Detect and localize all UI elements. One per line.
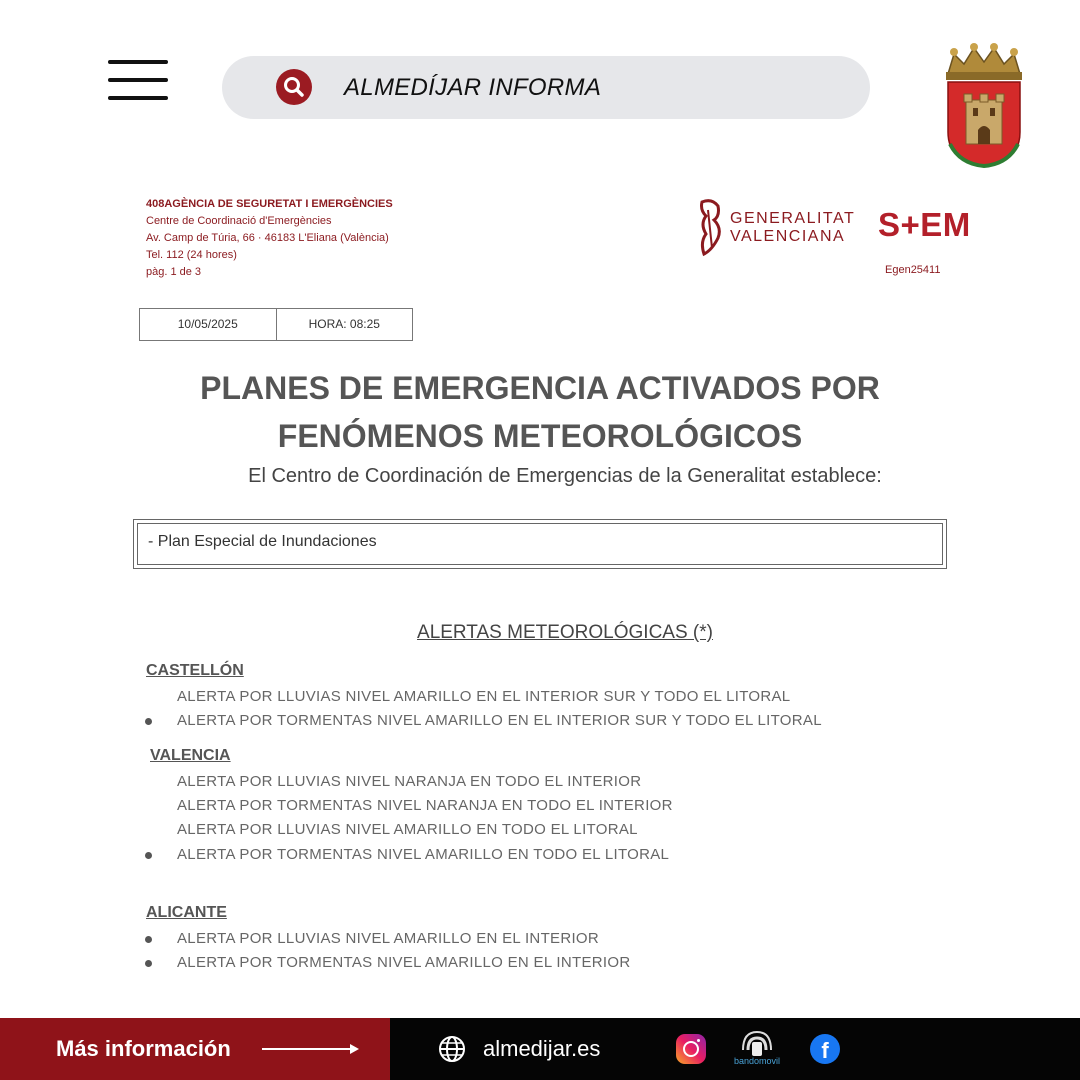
bullet-icon (145, 936, 152, 943)
website-link[interactable]: almedijar.es (483, 1036, 601, 1061)
sem-logo: S+EM (878, 206, 971, 243)
alert-item: ALERTA POR TORMENTAS NIVEL AMARILLO EN TODO EL LITORAL (177, 846, 670, 863)
alert-item: ALERTA POR TORMENTAS NIVEL AMARILLO EN EL INTERIOR SUR Y TODO EL LITORAL (177, 712, 822, 729)
generalitat-text (730, 210, 855, 246)
bullet-icon (145, 718, 152, 725)
bullet-icon (145, 960, 152, 967)
globe-icon (438, 1035, 466, 1063)
agency-name: 408AGÈNCIA DE SEGURETAT I EMERGÈNCIES (146, 198, 393, 210)
alert-item: ALERTA POR LLUVIAS NIVEL AMARILLO EN EL INTERIOR SUR Y TODO EL LITORAL (177, 688, 791, 705)
document-code: Egen25411 (885, 264, 941, 276)
facebook-icon[interactable]: f (810, 1034, 840, 1064)
search-text: ALMEDÍJAR INFORMA (344, 74, 602, 101)
date-time-box (139, 308, 413, 341)
search-bar[interactable] (222, 56, 870, 119)
agency-block (146, 196, 393, 281)
document-subtitle: El Centro de Coordinación de Emergencias de la Generalitat establece: (248, 465, 882, 487)
province-valencia: VALENCIA (150, 747, 231, 764)
alert-item: ALERTA POR TORMENTAS NIVEL AMARILLO EN EL INTERIOR (177, 954, 631, 971)
instagram-icon[interactable] (676, 1034, 706, 1064)
province-castellon: CASTELLÓN (146, 662, 244, 679)
arrow-right-icon (262, 1048, 354, 1050)
generalitat-line1: GENERALITAT (730, 210, 856, 227)
menu-icon[interactable] (108, 60, 168, 102)
agency-line: Centre de Coordinació d'Emergències (146, 215, 332, 227)
document-title (0, 364, 1080, 460)
bandomovil-label: bandomovil (733, 1056, 781, 1066)
agency-line: pàg. 1 de 3 (146, 266, 202, 278)
search-icon[interactable] (276, 69, 312, 105)
bullet-icon (145, 852, 152, 859)
alert-item: ALERTA POR LLUVIAS NIVEL NARANJA EN TODO EL INTERIOR (177, 773, 642, 790)
generalitat-line2: VALENCIANA (730, 228, 846, 245)
agency-line: Av. Camp de Túria, 66 · 46183 L'Eliana (València) (146, 232, 389, 244)
alert-item: ALERTA POR TORMENTAS NIVEL NARANJA EN TODO EL INTERIOR (177, 797, 673, 814)
title-line1: PLANES DE EMERGENCIA ACTIVADOS POR (200, 370, 880, 406)
plan-text: - Plan Especial de Inundaciones (148, 533, 377, 550)
footer-links (390, 1018, 1080, 1080)
crest-icon (940, 40, 1028, 170)
province-alicante: ALICANTE (146, 904, 227, 921)
date-cell: 10/05/2025 (140, 309, 277, 340)
title-line2: FENÓMENOS METEOROLÓGICOS (277, 418, 803, 454)
alerts-heading: ALERTAS METEOROLÓGICAS (*) (417, 622, 713, 643)
more-info-button[interactable] (0, 1018, 390, 1080)
more-info-label: Más información (56, 1036, 231, 1061)
agency-line: Tel. 112 (24 hores) (146, 249, 237, 261)
alert-item: ALERTA POR LLUVIAS NIVEL AMARILLO EN TODO EL LITORAL (177, 821, 638, 838)
plan-box (133, 519, 947, 569)
alert-item: ALERTA POR LLUVIAS NIVEL AMARILLO EN EL INTERIOR (177, 930, 600, 947)
time-cell: HORA: 08:25 (308, 317, 380, 331)
